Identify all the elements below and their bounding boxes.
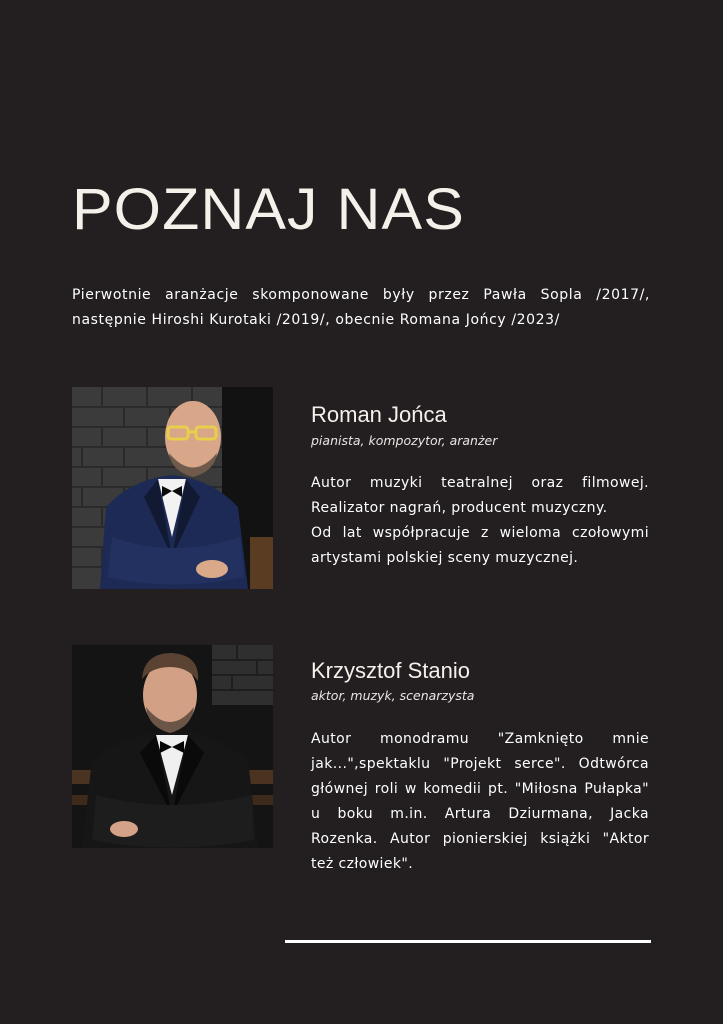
person-bio bbox=[311, 471, 649, 571]
person-bio bbox=[311, 727, 649, 877]
bio-line: artystami polskiej sceny muzycznej. bbox=[311, 550, 579, 566]
bio-line: Autor muzyki teatralnej oraz filmowej. bbox=[311, 475, 649, 491]
person-role: pianista, kompozytor, aranżer bbox=[311, 433, 498, 448]
bio-line: jak...",spektaklu "Projekt serce". Odtwórca bbox=[311, 756, 649, 772]
bio-line: głównej roli w komedii pt. "Miłosna Pułapka" bbox=[311, 781, 649, 797]
person-name: Roman Jońca bbox=[311, 402, 447, 427]
photo-roman-jonca bbox=[72, 387, 273, 589]
bio-line: u boku m.in. Artura Dziurmana, Jacka bbox=[311, 806, 649, 822]
person-role: aktor, muzyk, scenarzysta bbox=[311, 688, 475, 703]
person-name: Krzysztof Stanio bbox=[311, 658, 470, 683]
bio-line: Rozenka. Autor pionierskiej książki "Aktor bbox=[311, 831, 649, 847]
intro-text: Pierwotnie aranżacje skomponowane były przez Pawła Sopla /2017/, następnie Hiroshi Kurotaki /2019/, obecnie Romana Jońcy /2023/ bbox=[72, 287, 650, 328]
bio-line: Od lat współpracuje z wieloma czołowymi bbox=[311, 525, 649, 541]
page-title: POZNAJ NAS bbox=[72, 177, 465, 242]
bio-line: Autor monodramu "Zamknięto mnie bbox=[311, 731, 649, 747]
photo-krzysztof-stanio bbox=[72, 645, 273, 848]
bio-line: też człowiek". bbox=[311, 856, 414, 872]
divider-line bbox=[285, 940, 651, 943]
bio-line: Realizator nagrań, producent muzyczny. bbox=[311, 500, 608, 516]
